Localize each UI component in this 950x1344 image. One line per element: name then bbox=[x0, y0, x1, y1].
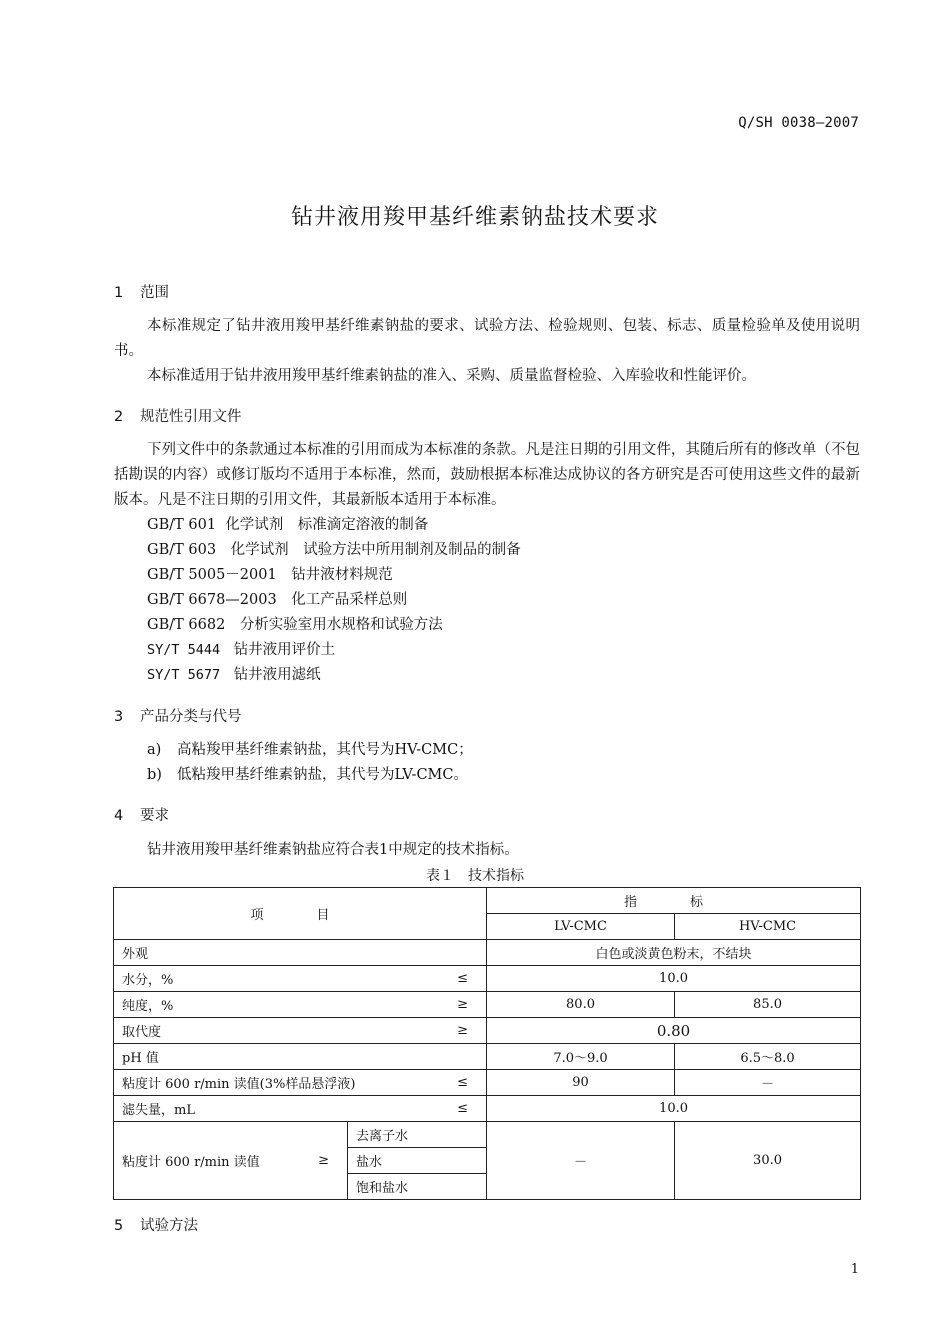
list-text: 低粘羧甲基纤维素钠盐，其代号为LV-CMC。 bbox=[177, 767, 468, 783]
section-2-heading bbox=[114, 405, 242, 426]
list-label: b) bbox=[147, 767, 162, 783]
row-label: pH 值 bbox=[114, 1044, 487, 1070]
table-row bbox=[114, 992, 861, 1018]
list-text: 高粘羧甲基纤维素钠盐，其代号为HV-CMC； bbox=[177, 742, 473, 758]
row-label: 水分，% bbox=[122, 973, 174, 988]
table-row bbox=[114, 1044, 861, 1070]
row-label-cell bbox=[114, 1122, 348, 1200]
row-label: 粘度计 600 r/min 读值(3%样品悬浮液) bbox=[122, 1077, 356, 1092]
reference-title: 化工产品采样总则 bbox=[291, 592, 408, 608]
section-number: 5 bbox=[114, 1218, 124, 1234]
table-row bbox=[114, 1018, 861, 1044]
list-item bbox=[147, 763, 468, 788]
row-value-lv: 90 bbox=[487, 1070, 675, 1096]
section-2-paragraph: 下列文件中的条款通过本标准的引用而成为本标准的条款。凡是注日期的引用文件，其随后所有的修改单（不包括勘误的内容）或修订版均不适用于本标准，然而，鼓励根据本标准达成协议的各方研究是否可使用这些文件的最新版本。凡是不注日期的引用文件，其最新版本适用于本标准。 bbox=[114, 442, 860, 508]
row-value: 10.0 bbox=[487, 1096, 861, 1122]
row-value-lv: － bbox=[487, 1122, 675, 1200]
reference-title: 钻井液材料规范 bbox=[291, 567, 393, 583]
header-index: 指 标 bbox=[487, 888, 861, 914]
reference-code: GB/T 6678—2003 bbox=[147, 592, 277, 608]
table-row bbox=[114, 966, 861, 992]
row-label: 外观 bbox=[114, 940, 487, 966]
comparison-symbol: ≤ bbox=[457, 1075, 469, 1090]
table-row bbox=[114, 1096, 861, 1122]
section-number: 1 bbox=[114, 285, 124, 301]
row-label-cell bbox=[114, 1096, 487, 1122]
section-title: 产品分类与代号 bbox=[140, 709, 242, 725]
reference-item bbox=[147, 613, 443, 638]
reference-item bbox=[147, 563, 393, 588]
standard-code: Q/SH 0038—2007 bbox=[738, 115, 859, 131]
list-item bbox=[147, 738, 473, 763]
reference-code: SY/T 5444 bbox=[147, 642, 221, 658]
section-number: 2 bbox=[114, 409, 124, 425]
reference-item bbox=[147, 538, 521, 563]
reference-title: 钻井液用滤纸 bbox=[233, 667, 321, 683]
row-value-lv: 7.0～9.0 bbox=[487, 1044, 675, 1070]
reference-item bbox=[147, 638, 335, 663]
row-value-lv: 80.0 bbox=[487, 992, 675, 1018]
section-3-heading bbox=[114, 705, 242, 726]
row-value-hv: 6.5～8.0 bbox=[675, 1044, 861, 1070]
table-caption: 表１ 技术指标 bbox=[426, 868, 524, 884]
medium-deionized-water: 去离子水 bbox=[348, 1122, 487, 1148]
page-number: 1 bbox=[850, 1262, 859, 1277]
reference-code: GB/T 601 bbox=[147, 517, 217, 533]
reference-title: 钻井液用评价土 bbox=[233, 642, 336, 658]
section-title: 规范性引用文件 bbox=[140, 409, 242, 425]
reference-code: GB/T 603 bbox=[147, 542, 217, 558]
section-4-heading bbox=[114, 804, 169, 825]
row-label-cell bbox=[114, 1070, 487, 1096]
comparison-symbol: ≥ bbox=[457, 1023, 469, 1038]
medium-saturated-brine: 饱和盐水 bbox=[348, 1174, 487, 1200]
row-label: 纯度，% bbox=[122, 999, 174, 1014]
reference-item bbox=[147, 588, 407, 613]
table-header-row bbox=[114, 888, 861, 914]
row-label: 取代度 bbox=[122, 1025, 162, 1040]
row-label: 粘度计 600 r/min 读值 bbox=[122, 1155, 260, 1170]
row-value-hv: － bbox=[675, 1070, 861, 1096]
reference-item bbox=[147, 513, 428, 538]
section-1-heading bbox=[114, 281, 169, 302]
reference-title: 化学试剂 试验方法中所用制剂及制品的制备 bbox=[230, 542, 521, 558]
medium-brine: 盐水 bbox=[348, 1148, 487, 1174]
section-number: 4 bbox=[114, 808, 124, 824]
section-1-paragraph-1: 本标准规定了钻井液用羧甲基纤维素钠盐的要求、试验方法、检验规则、包装、标志、质量检验单及使用说明书。 bbox=[114, 318, 860, 359]
list-label: a) bbox=[147, 742, 162, 758]
reference-title: 化学试剂 标准滴定溶液的制备 bbox=[225, 517, 429, 533]
row-value-hv: 30.0 bbox=[675, 1122, 861, 1200]
comparison-symbol: ≤ bbox=[457, 1101, 469, 1116]
section-4-paragraph: 钻井液用羧甲基纤维素钠盐应符合表1中规定的技术指标。 bbox=[147, 842, 519, 858]
technical-spec-table bbox=[113, 887, 861, 1200]
comparison-symbol: ≥ bbox=[318, 1153, 329, 1168]
reference-code: GB/T 5005－2001 bbox=[147, 567, 277, 583]
table-row bbox=[114, 940, 861, 966]
section-title: 范围 bbox=[140, 285, 169, 301]
row-label-cell bbox=[114, 966, 487, 992]
reference-code: GB/T 6682 bbox=[147, 617, 226, 633]
header-item: 项 目 bbox=[114, 888, 487, 940]
section-title: 试验方法 bbox=[140, 1218, 198, 1234]
table-row bbox=[114, 1070, 861, 1096]
header-lv-cmc: LV-CMC bbox=[487, 914, 675, 940]
reference-item bbox=[147, 663, 321, 688]
row-label-cell bbox=[114, 992, 487, 1018]
section-5-heading bbox=[114, 1214, 198, 1235]
document-title: 钻井液用羧甲基纤维素钠盐技术要求 bbox=[290, 205, 659, 230]
reference-code: SY/T 5677 bbox=[147, 667, 221, 683]
header-hv-cmc: HV-CMC bbox=[675, 914, 861, 940]
row-label-cell bbox=[114, 1018, 487, 1044]
row-value: 白色或淡黄色粉末，不结块 bbox=[487, 940, 861, 966]
section-title: 要求 bbox=[140, 808, 169, 824]
row-value: 10.0 bbox=[487, 966, 861, 992]
row-value-hv: 85.0 bbox=[675, 992, 861, 1018]
table-row bbox=[114, 1122, 861, 1148]
reference-title: 分析实验室用水规格和试验方法 bbox=[239, 617, 443, 633]
comparison-symbol: ≤ bbox=[457, 971, 469, 986]
section-1-paragraph-2: 本标准适用于钻井液用羧甲基纤维素钠盐的准入、采购、质量监督检验、入库验收和性能评价。 bbox=[147, 368, 756, 384]
comparison-symbol: ≥ bbox=[457, 997, 469, 1012]
row-value: 0.80 bbox=[487, 1018, 861, 1044]
section-number: 3 bbox=[114, 709, 124, 725]
row-label: 滤失量，mL bbox=[122, 1103, 195, 1118]
